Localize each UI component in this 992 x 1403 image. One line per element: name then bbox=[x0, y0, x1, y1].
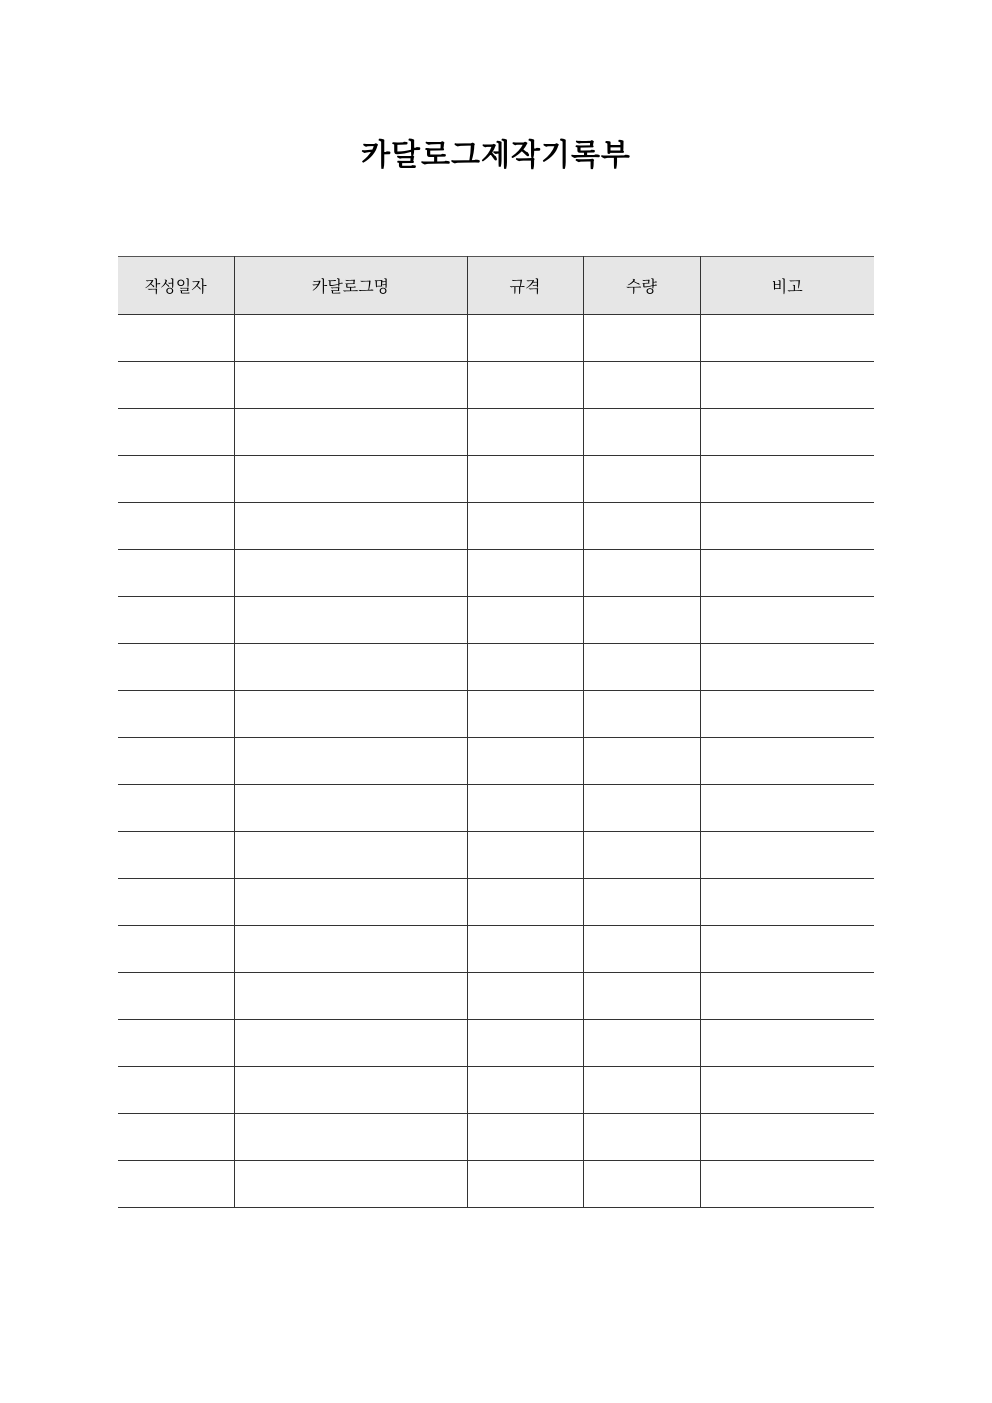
spec-cell[interactable] bbox=[467, 409, 583, 456]
spec-cell[interactable] bbox=[467, 832, 583, 879]
table-row bbox=[118, 1114, 874, 1161]
spec-cell[interactable] bbox=[467, 1020, 583, 1067]
header-remarks: 비고 bbox=[700, 257, 874, 315]
spec-cell[interactable] bbox=[467, 879, 583, 926]
remarks-cell[interactable] bbox=[700, 597, 874, 644]
quantity-cell[interactable] bbox=[583, 738, 700, 785]
remarks-cell[interactable] bbox=[700, 315, 874, 362]
catalog-name-cell[interactable] bbox=[234, 1067, 467, 1114]
date-cell[interactable] bbox=[118, 785, 234, 832]
spec-cell[interactable] bbox=[467, 315, 583, 362]
header-quantity: 수량 bbox=[583, 257, 700, 315]
table-row bbox=[118, 644, 874, 691]
remarks-cell[interactable] bbox=[700, 926, 874, 973]
remarks-cell[interactable] bbox=[700, 785, 874, 832]
catalog-name-cell[interactable] bbox=[234, 550, 467, 597]
date-cell[interactable] bbox=[118, 1161, 234, 1208]
table-row bbox=[118, 409, 874, 456]
quantity-cell[interactable] bbox=[583, 644, 700, 691]
header-spec: 규격 bbox=[467, 257, 583, 315]
spec-cell[interactable] bbox=[467, 926, 583, 973]
spec-cell[interactable] bbox=[467, 738, 583, 785]
remarks-cell[interactable] bbox=[700, 409, 874, 456]
table-row bbox=[118, 926, 874, 973]
spec-cell[interactable] bbox=[467, 644, 583, 691]
quantity-cell[interactable] bbox=[583, 1067, 700, 1114]
date-cell[interactable] bbox=[118, 456, 234, 503]
quantity-cell[interactable] bbox=[583, 973, 700, 1020]
quantity-cell[interactable] bbox=[583, 315, 700, 362]
date-cell[interactable] bbox=[118, 362, 234, 409]
page-title: 카달로그제작기록부 bbox=[361, 138, 631, 173]
remarks-cell[interactable] bbox=[700, 832, 874, 879]
date-cell[interactable] bbox=[118, 1067, 234, 1114]
remarks-cell[interactable] bbox=[700, 456, 874, 503]
remarks-cell[interactable] bbox=[700, 1161, 874, 1208]
table-row bbox=[118, 1161, 874, 1208]
quantity-cell[interactable] bbox=[583, 832, 700, 879]
header-row bbox=[118, 257, 874, 315]
quantity-cell[interactable] bbox=[583, 1020, 700, 1067]
table-row bbox=[118, 691, 874, 738]
quantity-cell[interactable] bbox=[583, 926, 700, 973]
quantity-cell[interactable] bbox=[583, 456, 700, 503]
catalog-name-cell[interactable] bbox=[234, 644, 467, 691]
date-cell[interactable] bbox=[118, 1114, 234, 1161]
table-row bbox=[118, 550, 874, 597]
catalog-name-cell[interactable] bbox=[234, 1114, 467, 1161]
table-row bbox=[118, 879, 874, 926]
spec-cell[interactable] bbox=[467, 1067, 583, 1114]
date-cell[interactable] bbox=[118, 315, 234, 362]
remarks-cell[interactable] bbox=[700, 1067, 874, 1114]
table-row bbox=[118, 597, 874, 644]
quantity-cell[interactable] bbox=[583, 362, 700, 409]
spec-cell[interactable] bbox=[467, 691, 583, 738]
catalog-name-cell[interactable] bbox=[234, 409, 467, 456]
catalog-name-cell[interactable] bbox=[234, 503, 467, 550]
date-cell[interactable] bbox=[118, 644, 234, 691]
table-body bbox=[118, 315, 874, 1208]
spec-cell[interactable] bbox=[467, 973, 583, 1020]
remarks-cell[interactable] bbox=[700, 973, 874, 1020]
catalog-name-cell[interactable] bbox=[234, 1161, 467, 1208]
remarks-cell[interactable] bbox=[700, 1114, 874, 1161]
catalog-name-cell[interactable] bbox=[234, 362, 467, 409]
date-cell[interactable] bbox=[118, 550, 234, 597]
date-cell[interactable] bbox=[118, 879, 234, 926]
table-row bbox=[118, 456, 874, 503]
quantity-cell[interactable] bbox=[583, 691, 700, 738]
quantity-cell[interactable] bbox=[583, 1161, 700, 1208]
table-row bbox=[118, 362, 874, 409]
catalog-name-cell[interactable] bbox=[234, 926, 467, 973]
spec-cell[interactable] bbox=[467, 456, 583, 503]
spec-cell[interactable] bbox=[467, 597, 583, 644]
quantity-cell[interactable] bbox=[583, 503, 700, 550]
spec-cell[interactable] bbox=[467, 1114, 583, 1161]
table-row bbox=[118, 832, 874, 879]
quantity-cell[interactable] bbox=[583, 597, 700, 644]
catalog-name-cell[interactable] bbox=[234, 738, 467, 785]
date-cell[interactable] bbox=[118, 832, 234, 879]
catalog-name-cell[interactable] bbox=[234, 1020, 467, 1067]
date-cell[interactable] bbox=[118, 409, 234, 456]
record-table bbox=[118, 256, 874, 1208]
date-cell[interactable] bbox=[118, 691, 234, 738]
catalog-name-cell[interactable] bbox=[234, 785, 467, 832]
date-cell[interactable] bbox=[118, 597, 234, 644]
table-row bbox=[118, 503, 874, 550]
remarks-cell[interactable] bbox=[700, 1020, 874, 1067]
spec-cell[interactable] bbox=[467, 362, 583, 409]
table-row bbox=[118, 973, 874, 1020]
catalog-name-cell[interactable] bbox=[234, 879, 467, 926]
table-row bbox=[118, 315, 874, 362]
remarks-cell[interactable] bbox=[700, 503, 874, 550]
catalog-name-cell[interactable] bbox=[234, 456, 467, 503]
spec-cell[interactable] bbox=[467, 503, 583, 550]
catalog-name-cell[interactable] bbox=[234, 315, 467, 362]
table-row bbox=[118, 1020, 874, 1067]
header-date: 작성일자 bbox=[118, 257, 234, 315]
remarks-cell[interactable] bbox=[700, 550, 874, 597]
table-row bbox=[118, 738, 874, 785]
spec-cell[interactable] bbox=[467, 1161, 583, 1208]
remarks-cell[interactable] bbox=[700, 738, 874, 785]
date-cell[interactable] bbox=[118, 973, 234, 1020]
date-cell[interactable] bbox=[118, 926, 234, 973]
remarks-cell[interactable] bbox=[700, 879, 874, 926]
table-row bbox=[118, 785, 874, 832]
quantity-cell[interactable] bbox=[583, 879, 700, 926]
date-cell[interactable] bbox=[118, 503, 234, 550]
catalog-name-cell[interactable] bbox=[234, 832, 467, 879]
quantity-cell[interactable] bbox=[583, 409, 700, 456]
remarks-cell[interactable] bbox=[700, 644, 874, 691]
quantity-cell[interactable] bbox=[583, 1114, 700, 1161]
spec-cell[interactable] bbox=[467, 785, 583, 832]
header-catalog-name: 카달로그명 bbox=[234, 257, 467, 315]
table-row bbox=[118, 1067, 874, 1114]
date-cell[interactable] bbox=[118, 1020, 234, 1067]
quantity-cell[interactable] bbox=[583, 785, 700, 832]
quantity-cell[interactable] bbox=[583, 550, 700, 597]
catalog-name-cell[interactable] bbox=[234, 597, 467, 644]
date-cell[interactable] bbox=[118, 738, 234, 785]
catalog-name-cell[interactable] bbox=[234, 973, 467, 1020]
remarks-cell[interactable] bbox=[700, 362, 874, 409]
remarks-cell[interactable] bbox=[700, 691, 874, 738]
spec-cell[interactable] bbox=[467, 550, 583, 597]
catalog-name-cell[interactable] bbox=[234, 691, 467, 738]
